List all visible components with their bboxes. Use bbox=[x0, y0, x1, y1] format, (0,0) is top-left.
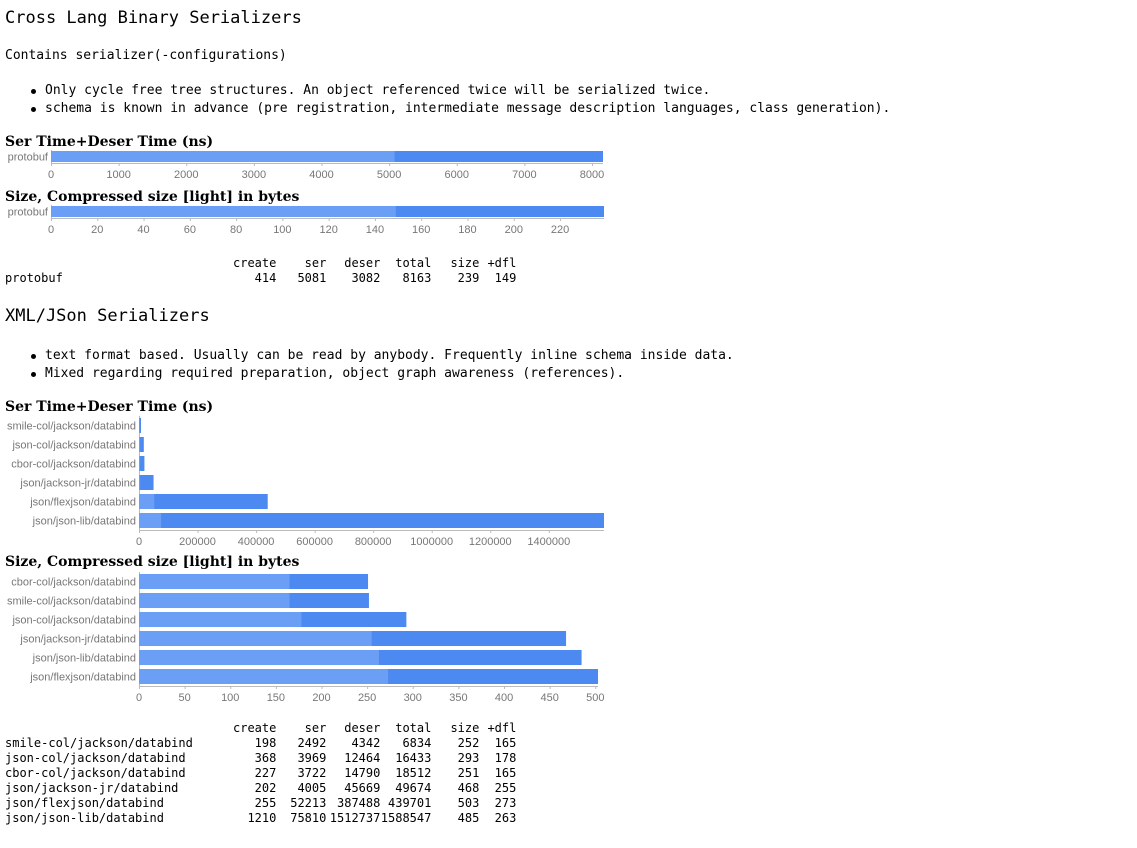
tick-label: 220 bbox=[550, 224, 570, 236]
tick-label: 2000 bbox=[174, 169, 199, 181]
row-value: 5081 bbox=[297, 271, 327, 285]
bar-segment bbox=[51, 151, 395, 162]
tick-label: 200 bbox=[312, 692, 331, 704]
row-value: 414 bbox=[254, 271, 277, 285]
row-value: 368 bbox=[254, 751, 277, 765]
tick-label: 8000 bbox=[579, 169, 605, 181]
bar-total bbox=[139, 513, 604, 528]
table-row bbox=[5, 811, 516, 826]
tick-label: 200000 bbox=[179, 536, 216, 548]
table-row bbox=[5, 271, 516, 286]
category-label: protobuf bbox=[7, 151, 48, 164]
xml-bullet-list bbox=[5, 347, 734, 383]
table-header: size bbox=[450, 721, 480, 735]
category-label: json-col/jackson/databind bbox=[12, 439, 136, 452]
bar-segment bbox=[139, 456, 140, 471]
tick-label: 160 bbox=[412, 224, 431, 236]
binary-section-heading: Cross Lang Binary Serializers bbox=[5, 8, 302, 28]
row-value: 251 bbox=[457, 766, 480, 780]
xml-bullet: Mixed regarding required preparation, object graph awareness (references). bbox=[5, 365, 734, 383]
category-label: json/flexjson/databind bbox=[30, 671, 136, 684]
tick-label: 80 bbox=[229, 224, 243, 236]
chart-title: Size, Compressed size [light] in bytes bbox=[5, 189, 300, 205]
row-value: 263 bbox=[494, 811, 517, 825]
tick-label: 350 bbox=[449, 692, 468, 704]
bar-segment bbox=[139, 418, 140, 433]
table-row bbox=[5, 781, 516, 796]
bar-segment bbox=[139, 612, 301, 627]
table-header: +dfl bbox=[487, 721, 517, 735]
table-row bbox=[5, 751, 516, 766]
bar-segment bbox=[139, 593, 290, 608]
row-value: 3082 bbox=[351, 271, 381, 285]
table-header: deser bbox=[344, 721, 381, 735]
tick-label: 140 bbox=[365, 224, 385, 236]
tick-label: 450 bbox=[540, 692, 559, 704]
bar-total bbox=[139, 475, 154, 490]
table-header: ser bbox=[304, 256, 327, 270]
row-name: protobuf bbox=[5, 271, 63, 285]
bar-segment bbox=[139, 669, 388, 684]
table-header-blank bbox=[5, 721, 233, 736]
table-header: deser bbox=[344, 256, 381, 270]
row-value: 387488 bbox=[337, 796, 381, 810]
xml-section-heading: XML/JSon Serializers bbox=[5, 306, 210, 326]
xml-time-chart bbox=[0, 413, 620, 551]
xml-results-table bbox=[5, 721, 516, 826]
tick-label: 1000 bbox=[106, 169, 131, 181]
row-value: 198 bbox=[254, 736, 277, 750]
bar-segment bbox=[139, 631, 372, 646]
row-name: smile-col/jackson/databind bbox=[5, 736, 193, 750]
row-value: 3969 bbox=[297, 751, 327, 765]
table-header-blank bbox=[5, 256, 233, 271]
binary-size-chart bbox=[0, 203, 620, 241]
binary-bullet: Only cycle free tree structures. An object referenced twice will be serialized twice. bbox=[5, 82, 890, 100]
category-label: json/json-lib/databind bbox=[32, 515, 136, 528]
table-header: total bbox=[395, 721, 432, 735]
table-header-row bbox=[5, 256, 516, 271]
tick-label: 50 bbox=[178, 692, 191, 704]
bar-segment bbox=[139, 574, 290, 589]
row-name: json/json-lib/databind bbox=[5, 811, 164, 825]
tick-label: 400000 bbox=[237, 536, 275, 548]
row-name: json-col/jackson/databind bbox=[5, 751, 186, 765]
xml-size-chart bbox=[0, 569, 620, 705]
tick-label: 800000 bbox=[354, 536, 392, 548]
tick-label: 0 bbox=[135, 692, 143, 704]
category-label: json/flexjson/databind bbox=[30, 496, 136, 509]
category-label: json/json-lib/databind bbox=[32, 652, 136, 665]
table-header: ser bbox=[304, 721, 327, 735]
table-row bbox=[5, 736, 516, 751]
row-value: 252 bbox=[457, 736, 480, 750]
tick-label: 500 bbox=[586, 692, 605, 704]
table-header: size bbox=[450, 256, 480, 270]
row-value: 273 bbox=[494, 796, 517, 810]
row-value: 3722 bbox=[297, 766, 327, 780]
table-header: create bbox=[233, 721, 277, 735]
row-value: 16433 bbox=[395, 751, 432, 765]
row-value: 18512 bbox=[395, 766, 432, 780]
row-name: json/jackson-jr/databind bbox=[5, 781, 179, 795]
chart-title: Ser Time+Deser Time (ns) bbox=[5, 399, 214, 415]
chart-title: Ser Time+Deser Time (ns) bbox=[5, 134, 214, 150]
table-header-row bbox=[5, 721, 516, 736]
tick-label: 400 bbox=[494, 692, 514, 704]
table-header: +dfl bbox=[487, 256, 517, 270]
bar-segment bbox=[139, 494, 154, 509]
row-value: 4342 bbox=[351, 736, 381, 750]
row-value: 12464 bbox=[344, 751, 381, 765]
tick-label: 20 bbox=[91, 224, 104, 236]
bar-segment bbox=[139, 475, 140, 490]
bar-segment bbox=[139, 437, 140, 452]
row-value: 255 bbox=[494, 781, 517, 795]
row-value: 293 bbox=[457, 751, 480, 765]
row-value: 75810 bbox=[290, 811, 327, 825]
tick-label: 3000 bbox=[241, 169, 267, 181]
tick-label: 1000000 bbox=[410, 536, 454, 548]
row-value: 45669 bbox=[344, 781, 381, 795]
category-label: json/jackson-jr/databind bbox=[20, 633, 136, 646]
row-value: 503 bbox=[457, 796, 480, 810]
bar-total bbox=[139, 494, 268, 509]
row-value: 227 bbox=[254, 766, 277, 780]
tick-label: 7000 bbox=[512, 169, 537, 181]
row-value: 149 bbox=[494, 271, 517, 285]
row-value: 14790 bbox=[344, 766, 381, 780]
bar-segment bbox=[51, 206, 396, 217]
tick-label: 100 bbox=[273, 224, 292, 236]
bar-segment bbox=[139, 650, 379, 665]
binary-bullet: schema is known in advance (pre registration, intermediate message description languages, class generation). bbox=[5, 100, 890, 118]
tick-label: 0 bbox=[47, 169, 55, 181]
chart-title: Size, Compressed size [light] in bytes bbox=[5, 554, 300, 570]
row-value: 52213 bbox=[290, 796, 327, 810]
tick-label: 200 bbox=[504, 224, 523, 236]
row-value: 485 bbox=[457, 811, 480, 825]
table-header: create bbox=[233, 256, 277, 270]
row-value: 468 bbox=[457, 781, 480, 795]
row-value: 4005 bbox=[297, 781, 327, 795]
table-row bbox=[5, 766, 516, 781]
row-name: json/flexjson/databind bbox=[5, 796, 164, 810]
tick-label: 180 bbox=[458, 224, 477, 236]
row-value: 1512737 bbox=[329, 811, 381, 825]
binary-bullet-list bbox=[5, 82, 890, 118]
tick-label: 6000 bbox=[444, 169, 469, 181]
row-value: 255 bbox=[254, 796, 277, 810]
tick-label: 1400000 bbox=[527, 536, 571, 548]
tick-label: 4000 bbox=[309, 169, 334, 181]
row-value: 439701 bbox=[388, 796, 432, 810]
row-value: 1588547 bbox=[380, 811, 432, 825]
table-row bbox=[5, 796, 516, 811]
category-label: json/jackson-jr/databind bbox=[20, 477, 136, 490]
tick-label: 250 bbox=[357, 692, 377, 704]
tick-label: 0 bbox=[47, 224, 55, 236]
row-value: 1210 bbox=[247, 811, 277, 825]
row-value: 6834 bbox=[402, 736, 432, 750]
binary-intro: Contains serializer(-configurations) bbox=[5, 48, 287, 63]
binary-time-chart bbox=[0, 148, 620, 186]
category-label: smile-col/jackson/databind bbox=[6, 595, 136, 608]
tick-label: 120 bbox=[319, 224, 338, 236]
row-name: cbor-col/jackson/databind bbox=[5, 766, 186, 780]
row-value: 2492 bbox=[297, 736, 327, 750]
category-label: json-col/jackson/databind bbox=[12, 614, 136, 627]
row-value: 165 bbox=[494, 736, 517, 750]
row-value: 8163 bbox=[402, 271, 432, 285]
bar-segment bbox=[139, 513, 161, 528]
table-header: total bbox=[395, 256, 432, 270]
category-label: protobuf bbox=[7, 206, 48, 219]
tick-label: 100 bbox=[221, 692, 240, 704]
tick-label: 40 bbox=[137, 224, 150, 236]
row-value: 239 bbox=[457, 271, 480, 285]
tick-label: 600000 bbox=[296, 536, 333, 548]
xml-bullet: text format based. Usually can be read by anybody. Frequently inline schema inside data. bbox=[5, 347, 734, 365]
tick-label: 1200000 bbox=[468, 536, 512, 548]
tick-label: 150 bbox=[266, 692, 286, 704]
category-label: cbor-col/jackson/databind bbox=[11, 458, 136, 471]
row-value: 49674 bbox=[395, 781, 432, 795]
row-value: 178 bbox=[494, 751, 517, 765]
tick-label: 60 bbox=[183, 224, 196, 236]
category-label: smile-col/jackson/databind bbox=[6, 420, 136, 433]
category-label: cbor-col/jackson/databind bbox=[11, 576, 136, 589]
tick-label: 300 bbox=[403, 692, 422, 704]
row-value: 202 bbox=[254, 781, 277, 795]
tick-label: 5000 bbox=[376, 169, 402, 181]
tick-label: 0 bbox=[135, 536, 143, 548]
row-value: 165 bbox=[494, 766, 517, 780]
binary-results-table bbox=[5, 256, 516, 286]
